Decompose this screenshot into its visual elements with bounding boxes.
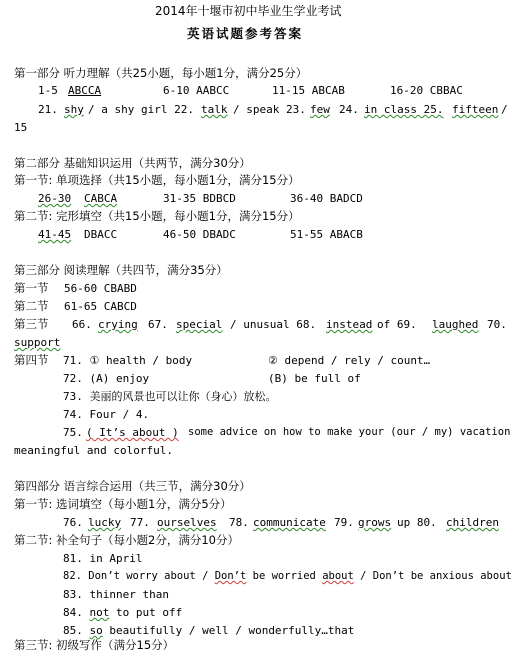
part2-heading: 第二部分 基础知识运用（共两节，满分30分）: [14, 156, 251, 170]
part4-section2-heading: 第二节: 补全句子（每小题2分，满分10分）: [14, 533, 239, 547]
part2-section2-heading: 第二节: 完形填空（共15小题，每小题1分，满分15分）: [14, 209, 300, 223]
part3-row1: 第一节 56-60 CBABD: [14, 281, 137, 295]
part3-row4: support: [14, 336, 61, 349]
part3-row3: 第三节 66. crying 67. special / unusual 68. instead of 69. laughed 70.: [14, 317, 507, 331]
document-subtitle: 英语试题参考答案: [187, 26, 304, 41]
part2-answers-row1: 26-30 CABCA 31-35 BDBCD 36-40 BADCD: [38, 192, 363, 205]
part3-row5: 第四节 71. ① health / body ② depend / rely / count…: [14, 353, 431, 367]
part3-row2: 第二节 61-65 CABCD: [14, 299, 137, 313]
part1-answers-row3: 15: [14, 121, 28, 134]
part2-section1-heading: 第一节: 单项选择（共15小题，每小题1分，满分15分）: [14, 173, 300, 187]
part4-heading: 第四部分 语言综合运用（共三节，满分30分）: [14, 479, 251, 493]
part1-heading: 第一部分 听力理解（共25小题，每小题1分，满分25分）: [14, 66, 308, 80]
part4-section1-heading: 第一节: 选词填空（每小题1分，满分5分）: [14, 497, 232, 511]
part3-row7: 73. 美丽的风景也可以让你（身心）放松。: [63, 390, 277, 403]
part4-section3-heading: 第三节: 初级写作（满分15分）: [14, 638, 175, 652]
part3-row8: 74. Four / 4.: [63, 408, 150, 421]
part4-answers-row5: 84. not to put off: [63, 606, 183, 619]
part3-row9: 75. ( It’s about ) some advice on how to make your (our / my) vacation: [63, 426, 511, 439]
part3-row6: 72. (A) enjoy (B) be full of: [63, 372, 361, 385]
part3-heading: 第三部分 阅读理解（共四节，满分35分）: [14, 263, 228, 277]
part4-answers-row2: 81. in April: [63, 552, 143, 565]
document-title: 2014年十堰市初中毕业生学业考试: [155, 4, 342, 18]
part4-answers-row6: 85. so beautifully / well / wonderfully…that: [63, 624, 355, 637]
part1-answers-row1: 1-5 ABCCA 6-10 AABCC 11-15 ABCAB 16-20 CBBAC: [38, 84, 463, 97]
part1-answers-row2: 21. shy / a shy girl 22. talk / speak 23. few 24. in class 25. fifteen /: [38, 103, 508, 116]
part4-answers-row1: 76. lucky 77. ourselves 78. communicate 79. grows up 80. children: [63, 516, 499, 529]
part3-row10: meaningful and colorful.: [14, 444, 173, 457]
part4-answers-row4: 83. thinner than: [63, 588, 169, 601]
part4-answers-row3: 82. Don’t worry about / Don’t be worried about / Don’t be anxious about: [63, 570, 512, 582]
part2-answers-row2: 41-45 DBACC 46-50 DBADC 51-55 ABACB: [38, 228, 363, 241]
